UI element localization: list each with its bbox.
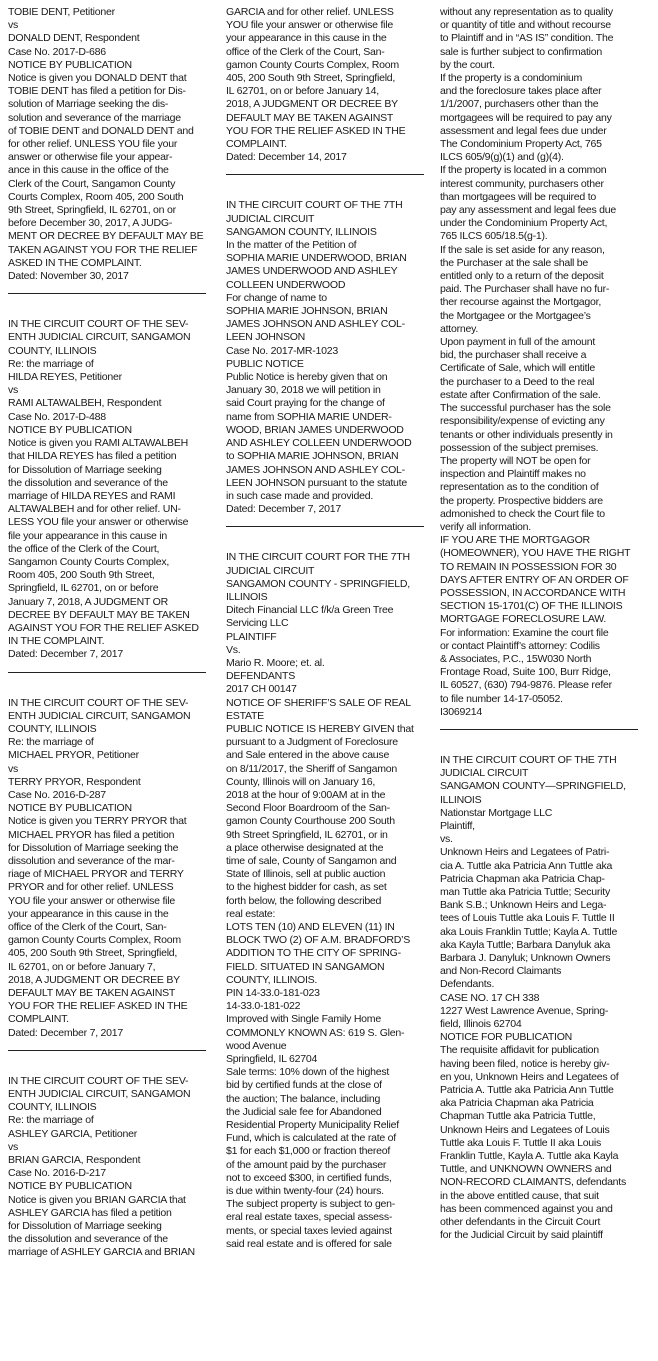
notice-line: (HOMEOWNER), YOU HAVE THE RIGHT	[440, 547, 631, 560]
notice-line: aka Louis Franklin Tuttle; Kayla A. Tuttle	[440, 925, 618, 938]
notice-line: TOBIE DENT, Petitioner	[8, 6, 115, 18]
notice-line: inspection and Plaintiff makes no	[440, 468, 586, 481]
notice-line: or quantity of title and without recourse	[440, 19, 611, 32]
notice-line: 1/1/2007, purchasers other than the	[440, 98, 599, 111]
notice-line: IN THE CIRCUIT COURT OF THE 7TH	[226, 199, 403, 212]
notice-line: PIN 14-33.0-181-023	[226, 987, 320, 1000]
notice-line: 9th Street, Springfield, IL 62701, on or	[8, 204, 176, 217]
notice-line: aka Kayla Tuttle; Barbara Danyluk aka	[440, 938, 611, 951]
notice-line: mortgagees will be required to pay any	[440, 111, 612, 124]
notice-line: MICHAEL PRYOR, Petitioner	[8, 749, 139, 762]
notice-line: MICHAEL PRYOR has filed a petition	[8, 828, 175, 841]
notice-line: en you, Unknown Heirs and Legatees of	[440, 1070, 619, 1083]
notice-line: Notice is given you BRIAN GARCIA that	[8, 1193, 186, 1206]
notice-line: forth below, the following described	[226, 894, 382, 907]
notice-line: sale is further subject to confirmation	[440, 45, 603, 58]
notice-line: Notice is given you RAMI ALTAWALBEH	[8, 437, 188, 450]
notice-line: YOU FOR THE RELIEF ASKED IN THE	[8, 1000, 188, 1013]
notice-line: DEFAULT MAY BE TAKEN AGAINST	[8, 987, 176, 1000]
notice-line: LEEN JOHNSON pursuant to the statute	[226, 476, 407, 489]
notice-line: assessment and legal fees due under	[440, 124, 607, 137]
notice-line: file your appearance in this cause in	[8, 529, 168, 542]
notice-line: POSSESSION, IN ACCORDANCE WITH	[440, 586, 626, 599]
notice-line: without any representation as to quality	[440, 6, 613, 18]
notice-line: MENT OR DECREE BY DEFAULT MAY BE	[8, 230, 204, 243]
notice-line: marriage of HILDA REYES and RAMI	[8, 489, 176, 502]
notice-line: FIELD. SITUATED IN SANGAMON	[226, 960, 385, 973]
notice-line: BRIAN GARCIA, Respondent	[8, 1154, 141, 1167]
notice-line: January 7, 2018, A JUDGMENT OR	[8, 595, 168, 608]
notice-line: said real estate and is offered for sale	[226, 1237, 392, 1250]
notice-line: real estate:	[226, 907, 276, 920]
notice-line: IN THE CIRCUIT COURT OF THE 7TH	[440, 753, 617, 766]
notice-line: Re: the marriage of	[8, 1114, 94, 1127]
notice-line: Franklin Tuttle, Kayla A. Tuttle aka Kayla	[440, 1150, 619, 1163]
notice-line: Upon payment in full of the amount	[440, 336, 596, 349]
notice-line: TOBIE DENT has filed a petition for Dis-	[8, 85, 186, 98]
notice-line: Unknown Heirs and Legatees of Louis	[440, 1123, 610, 1136]
notice-line: SANGAMON COUNTY, ILLINOIS	[226, 225, 377, 238]
notice-line: COLLEEN UNDERWOOD	[226, 278, 346, 291]
notice-line: your appearance in this cause in the	[8, 907, 169, 920]
notice-line: the property. Prospective bidders are	[440, 494, 603, 507]
notice-line: WOOD, BRIAN JAMES UNDERWOOD	[226, 423, 404, 436]
notice-line: is due within twenty-four (24) hours.	[226, 1185, 384, 1198]
notice-line: Case No. 2017-MR-1023	[226, 344, 338, 357]
notice-line: NOTICE BY PUBLICATION	[8, 802, 132, 815]
notice-line: your appearance in this cause in the	[226, 32, 387, 45]
notice-line: Dated: December 7, 2017	[8, 648, 124, 661]
notice-line: solution of Marriage seeking the dis-	[8, 98, 169, 111]
notice-line: NOTICE BY PUBLICATION	[8, 58, 132, 71]
legal-notice	[226, 551, 424, 1251]
notice-line: IF YOU ARE THE MORTGAGOR	[440, 534, 590, 547]
notice-line: IN THE CIRCUIT COURT FOR THE 7TH	[226, 551, 410, 564]
notice-line: JAMES JOHNSON AND ASHLEY COL-	[226, 318, 405, 331]
legal-notice	[8, 1075, 206, 1260]
notice-line: Second Floor Boardroom of the San-	[226, 802, 390, 815]
notice-line: name from SOPHIA MARIE UNDER-	[226, 410, 392, 423]
notice-line: and the foreclosure takes place after	[440, 85, 602, 98]
notice-line: For information: Examine the court file	[440, 626, 609, 639]
notice-line: by the court.	[440, 58, 495, 71]
notice-line: DONALD DENT, Respondent	[8, 32, 140, 45]
notice-line: 2018 at the hour of 9:00AM at in the	[226, 788, 386, 801]
notice-line: IL 62701, on or before January 14,	[226, 85, 379, 98]
column-1	[8, 6, 206, 1260]
notice-line: and Non-Record Claimants	[440, 965, 562, 978]
notice-line: vs	[8, 384, 19, 397]
notice-line: responsibility/expense of evicting any	[440, 415, 605, 428]
notice-line: AGAINST YOU FOR THE RELIEF ASKED	[8, 621, 199, 634]
notice-line: COUNTY, ILLINOIS	[8, 1101, 97, 1114]
notice-line: TERRY PRYOR, Respondent	[8, 775, 141, 788]
notice-divider	[8, 293, 206, 294]
notice-line: YOU FOR THE RELIEF ASKED IN THE	[226, 124, 406, 137]
notice-line: man Tuttle aka Patricia Tuttle; Security	[440, 886, 610, 898]
notice-line: on 8/11/2017, the Sheriff of Sangamon	[226, 762, 397, 775]
notice-line: Tuttle, and UNKNOWN OWNERS and	[440, 1163, 612, 1176]
notice-line: COUNTY, ILLINOIS	[8, 344, 97, 357]
notice-line: GARCIA and for other relief. UNLESS	[226, 6, 394, 18]
notice-line: for Dissolution of Marriage seeking the	[8, 841, 179, 854]
notice-line: HILDA REYES, Petitioner	[8, 371, 122, 384]
notice-line: Public Notice is hereby given that on	[226, 371, 388, 384]
notice-line: or contact Plaintiff’s attorney: Codilis	[440, 639, 600, 652]
notice-line: the dissolution and severance of the	[8, 1233, 168, 1246]
column-2	[226, 6, 424, 1251]
notice-line: ILCS 605/9(g)(1) and (g)(4).	[440, 151, 564, 164]
notice-line: ASKED IN THE COMPLAINT.	[8, 256, 142, 269]
notice-line: BLOCK TWO (2) OF A.M. BRADFORD’S	[226, 934, 411, 947]
notice-line: In the matter of the Petition of	[226, 239, 357, 252]
notice-line: Nationstar Mortgage LLC	[440, 806, 553, 819]
notice-line: ENTH JUDICIAL CIRCUIT, SANGAMON	[8, 331, 191, 344]
notice-line: 405, 200 South 9th Street, Springfield,	[8, 947, 178, 960]
notice-line: tenants or other individuals presently in	[440, 428, 613, 441]
notice-line: in such case made and provided.	[226, 489, 374, 502]
notice-line: the dissolution and severance of the	[8, 476, 168, 489]
notice-line: JAMES UNDERWOOD AND ASHLEY	[226, 265, 398, 278]
notice-line: ments, or special taxes levied against	[226, 1224, 392, 1237]
notice-line: COMMONLY KNOWN AS: 619 S. Glen-	[226, 1026, 405, 1039]
notice-line: 765 ILCS 605/18.5(g-1).	[440, 230, 548, 243]
notice-line: attorney.	[440, 322, 479, 335]
notice-line: January 30, 2018 we will petition in	[226, 384, 381, 397]
notice-line: DAYS AFTER ENTRY OF AN ORDER OF	[440, 573, 629, 586]
notice-line: SOPHIA MARIE UNDERWOOD, BRIAN	[226, 252, 407, 265]
notice-line: 2018, A JUDGMENT OR DECREE BY	[226, 98, 398, 111]
notice-divider	[440, 729, 638, 730]
notice-line: 2017 CH 00147	[226, 683, 297, 696]
notice-line: IL 62701, on or before January 7,	[8, 960, 156, 973]
notice-line: NOTICE BY PUBLICATION	[8, 423, 132, 436]
notice-line: of the amount paid by the purchaser	[226, 1158, 387, 1171]
notice-line: that HILDA REYES has filed a petition	[8, 450, 177, 463]
notice-line: Plaintiff,	[440, 819, 475, 832]
notice-line: before December 30, 2017, A JUDG-	[8, 217, 173, 230]
notice-line: Patricia Chapman aka Patricia Chap-	[440, 872, 605, 885]
notice-line: The subject property is subject to gen-	[226, 1198, 396, 1211]
notice-line: If the sale is set aside for any reason,	[440, 243, 605, 256]
notice-line: gamon County Courthouse 200 South	[226, 815, 395, 828]
legal-notice	[440, 6, 638, 719]
notice-line: IN THE CIRCUIT COURT OF THE SEV-	[8, 318, 189, 331]
notice-line: to SOPHIA MARIE JOHNSON, BRIAN	[226, 450, 399, 463]
notice-line: verify all information.	[440, 520, 531, 533]
notice-line: Tuttle aka Louis F. Tuttle II aka Louis	[440, 1136, 602, 1149]
notice-line: Patricia A. Tuttle aka Patricia Ann Tuttle	[440, 1084, 614, 1097]
notice-line: COUNTY, ILLINOIS.	[226, 973, 318, 986]
notice-line: Case No. 2016-D-287	[8, 788, 106, 801]
notice-line: 1227 West Lawrence Avenue, Spring-	[440, 1004, 609, 1017]
notice-line: ance in this cause in the office of the	[8, 164, 169, 177]
notice-line: Case No. 2017-D-488	[8, 410, 106, 423]
legal-notice	[8, 318, 206, 661]
notice-line: Dated: December 7, 2017	[8, 1026, 124, 1039]
notice-line: SOPHIA MARIE JOHNSON, BRIAN	[226, 305, 388, 318]
notice-line: paid. The Purchaser shall have no fur-	[440, 283, 610, 296]
column-3	[440, 6, 638, 1242]
notice-line: the purchaser to a Deed to the real	[440, 375, 595, 388]
notice-line: State of Illinois, sell at public auction	[226, 868, 386, 881]
notice-line: ADDITION TO THE CITY OF SPRING-	[226, 947, 401, 960]
notice-line: pay any assessment and legal fees due	[440, 204, 617, 217]
notice-line: field, Illinois 62704	[440, 1018, 522, 1031]
notice-line: JAMES JOHNSON AND ASHLEY COL-	[226, 463, 405, 476]
notice-divider	[8, 672, 206, 673]
notice-line: ENTH JUDICIAL CIRCUIT, SANGAMON	[8, 709, 191, 722]
notice-line: Ditech Financial LLC f/k/a Green Tree	[226, 604, 394, 617]
notice-line: TAKEN AGAINST YOU FOR THE RELIEF	[8, 243, 198, 256]
notice-line: in the above entitled cause, that suit	[440, 1189, 599, 1202]
notice-line: gamon County Courts Complex, Room	[226, 58, 399, 71]
notice-line: Dated: November 30, 2017	[8, 270, 129, 283]
notice-line: Servicing LLC	[226, 617, 289, 630]
notice-line: The Condominium Property Act, 765	[440, 138, 602, 151]
notice-line: $1 for each $1,000 or fraction thereof	[226, 1145, 391, 1158]
notice-line: vs	[8, 1140, 19, 1153]
notice-line: Re: the marriage of	[8, 357, 94, 370]
notice-line: estate after Confirmation of the sale.	[440, 388, 601, 401]
notice-line: Case No. 2017-D-686	[8, 45, 106, 58]
notice-line: riage of MICHAEL PRYOR and TERRY	[8, 868, 184, 881]
notice-line: Springfield, IL 62701, on or before	[8, 582, 159, 595]
notice-line: IN THE CIRCUIT COURT OF THE SEV-	[8, 696, 189, 709]
notice-line: SECTION 15-1701(C) OF THE ILLINOIS	[440, 600, 623, 613]
notice-line: DEFENDANTS	[226, 670, 295, 683]
notice-line: ASHLEY GARCIA has filed a petition	[8, 1206, 172, 1219]
notice-line: Notice is given you TERRY PRYOR that	[8, 815, 187, 828]
notice-line: Re: the marriage of	[8, 736, 94, 749]
notice-line: ther recourse against the Mortgagor,	[440, 296, 602, 309]
notice-line: other defendants in the Circuit Court	[440, 1216, 601, 1229]
notice-line: admonished to check the Court file to	[440, 507, 605, 520]
notice-line: Vs.	[226, 643, 241, 656]
notice-line: Room 405, 200 South 9th Street,	[8, 569, 155, 582]
notice-line: office of the Clerk of the Court, San-	[226, 45, 385, 58]
notice-line: If the property is located in a common	[440, 164, 607, 177]
notice-line: For change of name to	[226, 291, 327, 304]
notice-line: to the highest bidder for cash, as set	[226, 881, 387, 894]
notice-line: not to exceed $300, in certified funds,	[226, 1171, 392, 1184]
notice-line: PLAINTIFF	[226, 630, 277, 643]
legal-notice	[226, 199, 424, 516]
notice-line: 405, 200 South 9th Street, Springfield,	[226, 72, 396, 85]
notice-line: Residential Property Municipality Relief	[226, 1119, 399, 1132]
legal-notice	[226, 6, 424, 164]
notice-line: eral real estate taxes, special assess-	[226, 1211, 393, 1224]
notice-line: CASE NO. 17 CH 338	[440, 991, 540, 1004]
notice-line: pursuant to a Judgment of Foreclosure	[226, 736, 398, 749]
notice-line: 14-33.0-181-022	[226, 1000, 301, 1013]
notice-line: IN THE COMPLAINT.	[8, 635, 105, 648]
notice-line: ALTAWALBEH and for other relief. UN-	[8, 503, 181, 516]
notice-line: vs.	[440, 833, 453, 846]
notice-line: PRYOR and for other relief. UNLESS	[8, 881, 174, 894]
notice-line: and Sale entered in the above cause	[226, 749, 390, 762]
notice-line: LESS YOU file your answer or otherwise	[8, 516, 189, 529]
notice-line: Barbara J. Danyluk; Unknown Owners	[440, 952, 611, 965]
notice-line: PUBLIC NOTICE	[226, 357, 304, 370]
notice-line: RAMI ALTAWALBEH, Respondent	[8, 397, 162, 410]
legal-notice	[8, 6, 206, 283]
notice-line: Courts Complex, Room 405, 200 South	[8, 190, 184, 203]
notice-line: Sangamon County Courts Complex,	[8, 555, 170, 568]
notice-line: Improved with Single Family Home	[226, 1013, 381, 1026]
notice-line: JUDICIAL CIRCUIT	[440, 767, 529, 780]
notice-line: to Plaintiff and in “AS IS” condition. The	[440, 32, 614, 45]
notice-line: cia A. Tuttle aka Patricia Ann Tuttle aka	[440, 859, 613, 872]
notice-line: gamon County Courts Complex, Room	[8, 934, 181, 947]
notice-line: ILLINOIS	[440, 793, 482, 806]
notice-line: DEFAULT MAY BE TAKEN AGAINST	[226, 111, 394, 124]
notice-line: to file number 14-17-05052.	[440, 692, 563, 705]
notice-line: JUDICIAL CIRCUIT	[226, 212, 315, 225]
notice-line: solution and severance of the marriage	[8, 111, 181, 124]
notice-line: ENTH JUDICIAL CIRCUIT, SANGAMON	[8, 1088, 191, 1101]
notice-line: entitled only to a return of the deposit	[440, 270, 604, 283]
notice-line: wood Avenue	[226, 1039, 287, 1052]
notice-line: answer or otherwise file your appear-	[8, 151, 173, 164]
notice-line: Frontage Road, Suite 100, Burr Ridge,	[440, 666, 611, 679]
notice-line: representation as to the condition of	[440, 481, 599, 494]
notice-line: COMPLAINT.	[8, 1013, 69, 1026]
notice-line: IN THE CIRCUIT COURT OF THE SEV-	[8, 1074, 189, 1087]
notice-line: dissolution and severance of the mar-	[8, 854, 175, 867]
notice-line: I3069214	[440, 705, 482, 718]
notice-line: If the property is a condominium	[440, 72, 583, 85]
notice-line: 9th Street Springfield, IL 62701, or in	[226, 828, 388, 841]
notice-divider	[8, 1050, 206, 1051]
notice-line: YOU file your answer or otherwise file	[8, 894, 175, 907]
notice-line: bid, the purchaser shall receive a	[440, 349, 587, 362]
notice-line: Chapman Tuttle aka Patricia Tuttle,	[440, 1110, 596, 1123]
notice-line: the Mortgagee or the Mortgagee’s	[440, 309, 591, 322]
notice-line: vs	[8, 762, 19, 775]
notice-line: for Dissolution of Marriage seeking	[8, 463, 162, 476]
notice-line: 2018, A JUDGMENT OR DECREE BY	[8, 973, 180, 986]
notice-line: time of sale, County of Sangamon and	[226, 854, 397, 867]
notice-line: PUBLIC NOTICE IS HEREBY GIVEN that	[226, 722, 414, 735]
notice-line: The successful purchaser has the sole	[440, 402, 611, 415]
notice-line: Unknown Heirs and Legatees of Patri-	[440, 846, 610, 859]
notice-line: the auction; The balance, including	[226, 1092, 381, 1105]
notice-line: having been filed, notice is hereby giv-	[440, 1057, 610, 1070]
notice-line: Fund, which is calculated at the rate of	[226, 1132, 396, 1145]
notice-line: office of the Clerk of the Court, San-	[8, 921, 167, 933]
notice-line: tees of Louis Tuttle aka Louis F. Tuttle II	[440, 912, 615, 925]
notice-line: Dated: December 14, 2017	[226, 151, 347, 164]
legal-notice	[8, 697, 206, 1040]
notice-line: YOU file your answer or otherwise file	[226, 19, 393, 32]
notice-line: COUNTY, ILLINOIS	[8, 722, 97, 735]
notice-line: Defendants.	[440, 978, 495, 991]
notice-line: The property will NOT be open for	[440, 454, 591, 467]
notice-line: NOTICE BY PUBLICATION	[8, 1180, 132, 1193]
notice-line: Dated: December 7, 2017	[226, 503, 342, 516]
notice-line: SANGAMON COUNTY - SPRINGFIELD,	[226, 577, 410, 590]
notice-line: Springfield, IL 62704	[226, 1053, 318, 1066]
notice-line: Mario R. Moore; et. al.	[226, 656, 325, 669]
notice-line: has been commenced against you and	[440, 1202, 613, 1215]
notice-line: IL 60527, (630) 794-9876. Please refer	[440, 679, 612, 692]
notice-line: COMPLAINT.	[226, 138, 287, 151]
notice-line: TO REMAIN IN POSSESSION FOR 30	[440, 560, 617, 573]
notice-line: interest community, purchasers other	[440, 177, 604, 190]
notice-line: Sale terms: 10% down of the highest	[226, 1066, 390, 1079]
notice-line: LEEN JOHNSON	[226, 331, 306, 344]
notice-line: The requisite affidavit for publication	[440, 1044, 599, 1057]
notice-line: LOTS TEN (10) AND ELEVEN (11) IN	[226, 921, 395, 933]
notice-line: NOTICE FOR PUBLICATION	[440, 1031, 573, 1044]
notice-line: ILLINOIS	[226, 590, 268, 603]
notice-line: MORTGAGE FORECLOSURE LAW.	[440, 613, 607, 626]
notice-line: for Dissolution of Marriage seeking	[8, 1220, 162, 1233]
notice-line: ESTATE	[226, 709, 264, 722]
notice-line: said Court praying for the change of	[226, 397, 385, 410]
notice-line: a place otherwise designated at the	[226, 841, 384, 854]
notice-line: Notice is given you DONALD DENT that	[8, 72, 187, 85]
notice-line: possession of the subject premises.	[440, 441, 599, 454]
notice-line: of TOBIE DENT and DONALD DENT and	[8, 124, 194, 137]
notice-line: AND ASHLEY COLLEEN UNDERWOOD	[226, 437, 412, 450]
notice-line: & Associates, P.C., 15W030 North	[440, 652, 592, 665]
legal-notice	[440, 754, 638, 1243]
notice-line: Certificate of Sale, which will entitle	[440, 362, 595, 375]
notice-line: vs	[8, 19, 19, 32]
notice-line: for other relief. UNLESS YOU file your	[8, 138, 178, 151]
notice-line: NOTICE OF SHERIFF’S SALE OF REAL	[226, 696, 411, 709]
notice-line: Bank S.B.; Unknown Heirs and Lega-	[440, 899, 607, 912]
notice-line: the Judicial sale fee for Abandoned	[226, 1105, 382, 1118]
notice-divider	[226, 174, 424, 175]
notice-line: marriage of ASHLEY GARCIA and BRIAN	[8, 1246, 195, 1259]
notice-line: the Purchaser at the sale shall be	[440, 256, 589, 269]
notice-line: than mortgagees will be required to	[440, 190, 596, 203]
notice-line: DECREE BY DEFAULT MAY BE TAKEN	[8, 608, 190, 621]
notice-line: Case No. 2016-D-217	[8, 1167, 106, 1180]
notice-line: County, Illinois will on January 16,	[226, 775, 376, 788]
notice-line: the office of the Clerk of the Court,	[8, 542, 160, 555]
notice-line: SANGAMON COUNTY—SPRINGFIELD,	[440, 780, 626, 793]
notice-line: JUDICIAL CIRCUIT	[226, 564, 315, 577]
notice-line: NON-RECORD CLAIMANTS, defendants	[440, 1176, 626, 1189]
notice-line: for the Judicial Circuit by said plaintiff	[440, 1229, 603, 1242]
notice-line: Clerk of the Court, Sangamon County	[8, 177, 176, 190]
notice-line: aka Patricia Chapman aka Patricia	[440, 1097, 594, 1110]
notice-line: bid by certified funds at the close of	[226, 1079, 382, 1092]
notice-divider	[226, 526, 424, 527]
notice-line: under the Condominium Property Act,	[440, 217, 608, 230]
notice-line: ASHLEY GARCIA, Petitioner	[8, 1127, 137, 1140]
